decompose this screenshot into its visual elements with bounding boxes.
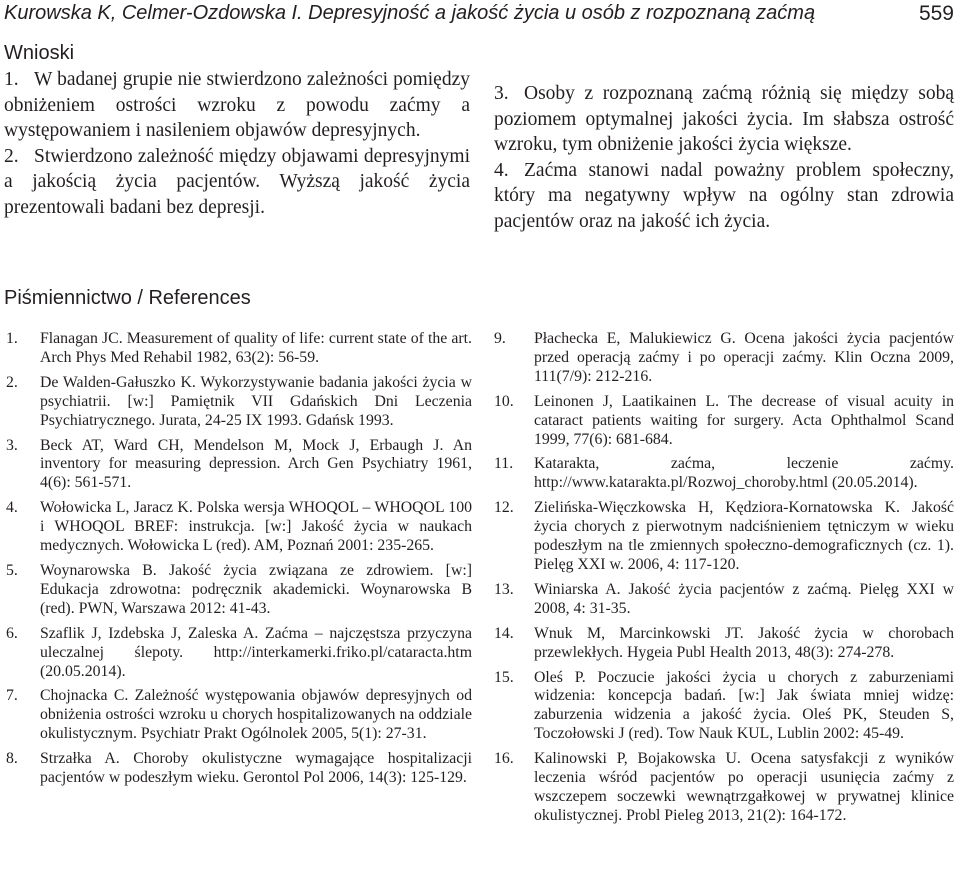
reference-text: Wołowicka L, Jaracz K. Polska wersja WHOQOL – WHOQOL 100 i WHOQOL BREF: instrukcja. [w:] Jakość życia w naukach medycznych. Wołowicka L (red). AM, Poznań 2001: 235-265. <box>40 499 472 555</box>
reference-number: 14. <box>494 624 514 642</box>
reference-number: 12. <box>494 499 514 517</box>
reference-text: Leinonen J, Laatikainen L. The decrease of visual acuity in cataract patients waiting for surgery. Acta Ophthalmol Scand 1999, 77(6): 681-684. <box>534 392 954 448</box>
reference-item <box>494 455 954 493</box>
reference-text: Kalinowski P, Bojakowska U. Ocena satysfakcji z wyników leczenia wśród pacjentów po operacji usunięcia zaćmy z wszczepem soczewki wewnątrzgałkowej w prywatnej klinice okulistycznej. Probl Pieleg 2013, 21(2): 164-172. <box>534 750 954 824</box>
reference-item <box>6 330 472 368</box>
reference-text: De Walden-Gałuszko K. Wykorzystywanie badania jakości życia w psychiatrii. [w:] Pamiętnik VII Gdańskich Dni Leczenia Psychiatrycznego. Jurata, 24-25 IX 1993. Gdańsk 1993. <box>40 373 472 429</box>
reference-item <box>494 393 954 450</box>
conclusion-number: 3. <box>494 83 509 104</box>
conclusion-item <box>494 81 954 158</box>
reference-item <box>494 750 954 826</box>
reference-number: 11. <box>494 455 514 473</box>
references-left-column <box>6 330 472 794</box>
reference-number: 6. <box>6 624 18 642</box>
reference-item <box>6 750 472 788</box>
reference-number: 4. <box>6 499 18 517</box>
reference-item <box>494 499 954 575</box>
reference-item <box>494 581 954 619</box>
conclusion-text: W badanej grupie nie stwierdzono zależności pomiędzy obniżeniem ostrości wzroku z powodu zaćmy a występowaniem i nasileniem objawów depresyjnych. <box>4 69 470 142</box>
reference-item <box>494 669 954 745</box>
reference-item <box>6 374 472 431</box>
reference-number: 8. <box>6 750 18 768</box>
conclusion-text: Osoby z rozpoznaną zaćmą różnią się między sobą poziomem optymalnej jakości życia. Im słabsza ostrość wzroku, tym obniżenie jakości życia większe. <box>494 83 954 156</box>
reference-text: Szaflik J, Izdebska J, Zaleska A. Zaćma – najczęstsza przyczyna uleczalnej ślepoty. http://interkamerki.friko.pl/cataracta.htm (20.05.2014). <box>40 624 472 680</box>
conclusion-item <box>494 158 954 235</box>
running-title: Kurowska K, Celmer-Ozdowska I. Depresyjność a jakość życia u osób z rozpoznaną zaćmą <box>4 2 816 24</box>
reference-item <box>6 625 472 682</box>
reference-text: Winiarska A. Jakość życia pacjentów z zaćmą. Pielęg XXI w 2008, 4: 31-35. <box>534 580 954 617</box>
references-heading: Piśmiennictwo / References <box>4 287 251 309</box>
reference-item <box>6 499 472 556</box>
reference-item <box>6 437 472 494</box>
conclusions-left-column <box>4 67 470 221</box>
reference-item <box>494 330 954 387</box>
reference-number: 16. <box>494 750 514 768</box>
conclusion-number: 1. <box>4 69 19 90</box>
conclusions-right-column <box>494 81 954 235</box>
page-number: 559 <box>918 2 954 25</box>
reference-number: 13. <box>494 580 514 598</box>
conclusion-item <box>4 144 470 221</box>
reference-item <box>6 687 472 744</box>
reference-text: Wnuk M, Marcinkowski JT. Jakość życia w chorobach przewlekłych. Hygeia Publ Health 2013, 48(3): 274-278. <box>534 624 954 661</box>
reference-text: Woynarowska B. Jakość życia związana ze zdrowiem. [w:] Edukacja zdrowotna: podręcznik akademicki. Woynarowska B (red). PWN, Warszawa 2012: 41-43. <box>40 561 472 617</box>
running-header <box>4 2 956 28</box>
reference-text: Oleś P. Poczucie jakości życia u chorych z zaburzeniami widzenia: koncepcja badań. [w:] Jak świata mniej widzę: zaburzenia widzenia a jakość życia. Oleś PK, Steuden S, Toczołowski J (red). Tow Nauk KUL, Lublin 2002: 45-49. <box>534 668 954 743</box>
reference-text: Płachecka E, Malukiewicz G. Ocena jakości życia pacjentów przed operacją zaćmy i po operacji zaćmy. Klin Oczna 2009, 111(7/9): 212-216. <box>534 330 954 385</box>
conclusion-number: 4. <box>494 159 509 181</box>
reference-number: 9. <box>494 330 506 347</box>
conclusion-text: Zaćma stanowi nadal poważny problem społeczny, który ma negatywny wpływ na ogólny stan zdrowia pacjentów oraz na jakość ich życia. <box>494 159 954 232</box>
reference-text: Zielińska-Więczkowska H, Kędziora-Kornatowska K. Jakość życia chorych z pierwotnym nadciśnieniem tętniczym w wieku podeszłym na tle zmiennych społeczno-demograficznych (cz. 1). Pielęg XXI w. 2006, 4: 117-120. <box>534 499 954 573</box>
reference-number: 10. <box>494 392 514 410</box>
conclusions-heading: Wnioski <box>4 42 75 64</box>
reference-number: 3. <box>6 436 18 454</box>
reference-text: Chojnacka C. Zależność występowania objawów depresyjnych od obniżenia ostrości wzroku u chorych hospitalizowanych na oddziale okulistycznym. Psychiatr Prakt Ogólnolek 2005, 5(1): 27-31. <box>40 687 472 743</box>
reference-number: 1. <box>6 330 18 347</box>
reference-number: 2. <box>6 373 18 391</box>
reference-text: Beck AT, Ward CH, Mendelson M, Mock J, Erbaugh J. An inventory for measuring depression. Arch Gen Psychiatry 1961, 4(6): 561-571. <box>40 436 472 492</box>
reference-number: 15. <box>494 668 514 686</box>
references-right-column <box>494 330 954 832</box>
reference-text: Flanagan JC. Measurement of quality of life: current state of the art. Arch Phys Med Rehabil 1982, 63(2): 56-59. <box>40 330 472 366</box>
reference-item <box>494 625 954 663</box>
reference-number: 5. <box>6 561 18 579</box>
reference-item <box>6 562 472 619</box>
conclusion-text: Stwierdzono zależność między objawami depresyjnymi a jakością życia pacjentów. Wyższą jakość życia prezentowali badani bez depresji. <box>4 145 470 218</box>
conclusion-number: 2. <box>4 145 19 167</box>
reference-text: Strzałka A. Choroby okulistyczne wymagające hospitalizacji pacjentów w podeszłym wieku. Gerontol Pol 2006, 14(3): 125-129. <box>40 750 472 787</box>
reference-text: Katarakta, zaćma, leczenie zaćmy. http://www.katarakta.pl/Rozwoj_choroby.html (20.05.2014). <box>534 455 954 492</box>
conclusion-item <box>4 67 470 144</box>
reference-number: 7. <box>6 687 18 705</box>
